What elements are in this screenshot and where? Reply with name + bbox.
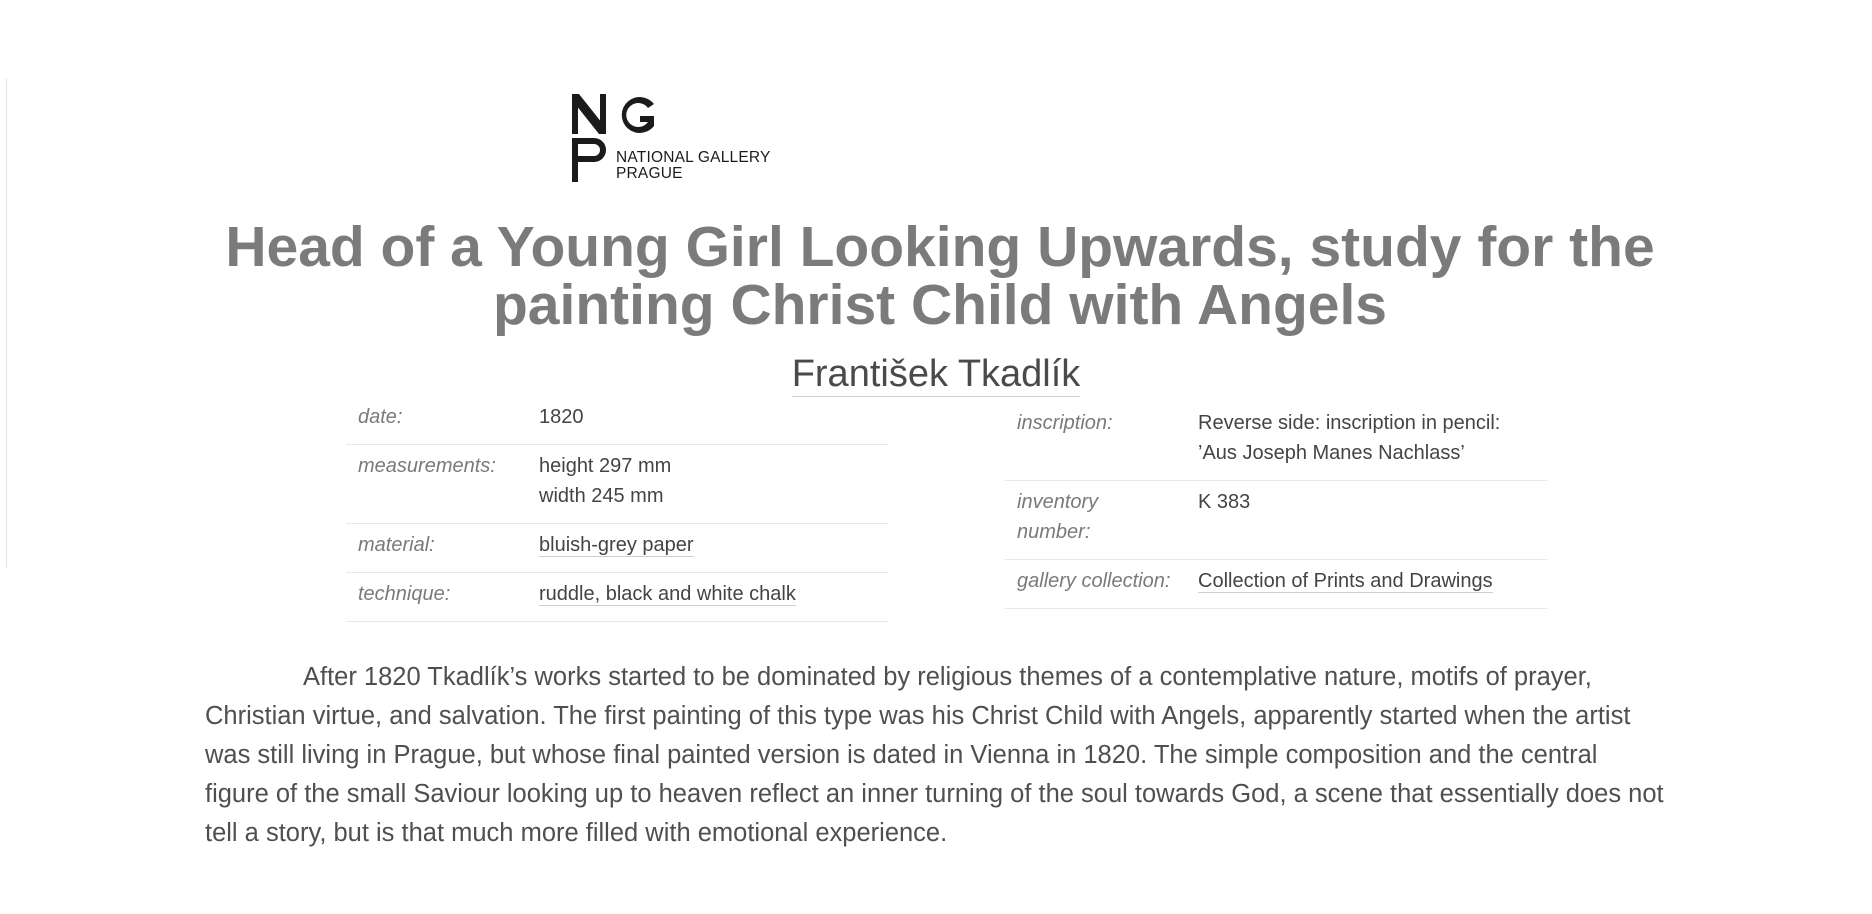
detail-value xyxy=(1186,481,1547,560)
detail-row xyxy=(1005,402,1547,481)
author-line xyxy=(0,352,1872,396)
detail-value-link[interactable]: ruddle, black and white chalk xyxy=(539,583,796,605)
page-left-edge xyxy=(0,78,7,568)
detail-row xyxy=(346,445,888,524)
author-link[interactable]: František Tkadlík xyxy=(791,353,1081,395)
detail-value xyxy=(1186,402,1547,481)
detail-label: measurements: xyxy=(346,445,527,524)
detail-label: date: xyxy=(346,396,527,445)
detail-value xyxy=(527,445,888,524)
details-table-left xyxy=(346,396,888,622)
detail-value-line: ’Aus Joseph Manes Nachlass’ xyxy=(1198,442,1465,464)
logo-wordmark xyxy=(616,150,771,182)
detail-value-line: width 245 mm xyxy=(539,485,664,507)
detail-label: technique: xyxy=(346,573,527,622)
ngp-logo[interactable] xyxy=(572,92,792,184)
detail-label: inscription: xyxy=(1005,402,1186,481)
detail-label: material: xyxy=(346,524,527,573)
logo-line-1: NATIONAL GALLERY xyxy=(616,149,771,166)
details-table-right xyxy=(1005,402,1547,609)
detail-row xyxy=(346,573,888,622)
logo-line-2: PRAGUE xyxy=(616,165,683,182)
detail-row xyxy=(1005,481,1547,560)
detail-value-line: 1820 xyxy=(539,406,584,428)
detail-row xyxy=(1005,560,1547,609)
detail-value-link[interactable]: Collection of Prints and Drawings xyxy=(1198,570,1493,592)
detail-value xyxy=(527,573,888,622)
detail-value-line: Reverse side: inscription in pencil: xyxy=(1198,412,1501,434)
detail-row xyxy=(346,524,888,573)
artwork-description: After 1820 Tkadlík’s works started to be dominated by religious themes of a contemplative nature, motifs of prayer, Christian virtue, and salvation. The first painting of this type was his Christ Child with Angels, apparently started when the artist was still living in Prague, but whose final painted version is dated in Vienna in 1820. The simple composition and the central figure of the small Saviour looking up to heaven reflect an inner turning of the soul towards God, a scene that essentially does not tell a story, but is that much more filled with emotional experience. xyxy=(205,663,1664,847)
detail-value xyxy=(527,524,888,573)
detail-value xyxy=(527,396,888,445)
artwork-title: Head of a Young Girl Looking Upwards, study for the painting Christ Child with Angels xyxy=(225,215,1655,337)
detail-value xyxy=(1186,560,1547,609)
detail-value-line: height 297 mm xyxy=(539,455,672,477)
detail-row xyxy=(346,396,888,445)
detail-value-line: K 383 xyxy=(1198,491,1251,513)
detail-value-link[interactable]: bluish-grey paper xyxy=(539,534,694,556)
detail-label: gallery collection: xyxy=(1005,560,1186,609)
detail-label: inventory number: xyxy=(1005,481,1186,560)
